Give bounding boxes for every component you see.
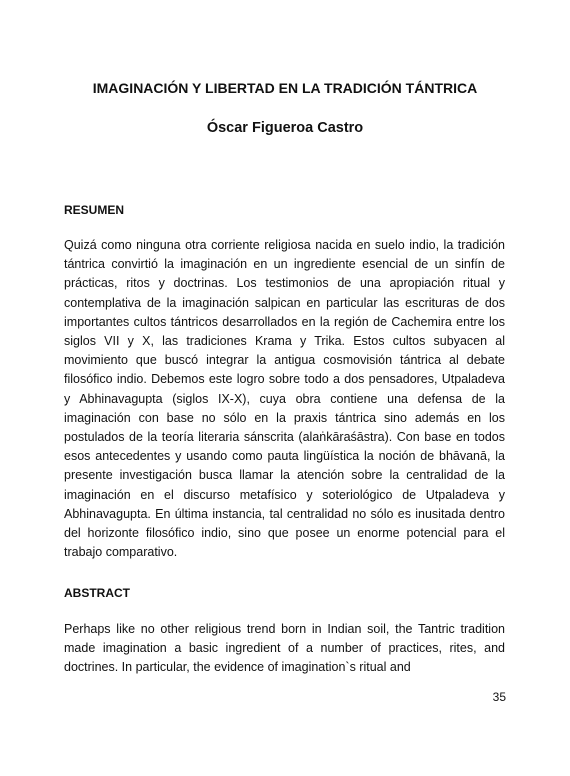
resumen-paragraph: Quizá como ninguna otra corriente religiosa nacida en suelo indio, la tradición tántrica convirtió la imaginación en un ingrediente esencial de un sinfín de prácticas, ritos y doctrinas. Los testimonios de una apropiación ritual y contemplativa de la imaginación salpican en particular las escrituras de dos importantes cultos tántricos desarrollados en la región de Cachemira entre los siglos VII y X, las tradiciones Krama y Trika. Estos cultos subyacen al movimiento que buscó integrar la antigua cosmovisión tántrica al debate filosófico indio. Debemos este logro sobre todo a dos pensadores, Utpaladeva y Abhinavagupta (siglos IX-X), cuya obra contiene una defensa de la imaginación con base no sólo en la praxis tántrica sino además en los postulados de la teoría literaria sánscrita (alaṅkāraśāstra). Con base en todos esos antecedentes y usando como pauta lingüística la noción de bhāvanā, la presente investigación busca llamar la atención sobre la centralidad de la imaginación en el discurso metafísico y soteriológico de Utpaladeva y Abhinavagupta. En última instancia, tal centralidad no sólo es inusitada dentro del horizonte filosófico indio, sino que posee un enorme potencial para el trabajo comparativo. bbox=[64, 238, 505, 560]
article-title: IMAGINACIÓN Y LIBERTAD EN LA TRADICIÓN TÁNTRICA bbox=[92, 80, 478, 96]
abstract-paragraph: Perhaps like no other religious trend born in Indian soil, the Tantric tradition made imagination a basic ingredient of a number of practices, rites, and doctrines. In particular, the evidence of imagination`s ritual and bbox=[64, 622, 505, 675]
abstract-heading: ABSTRACT bbox=[64, 586, 130, 600]
page-number: 35 bbox=[492, 690, 506, 704]
resumen-heading: RESUMEN bbox=[64, 203, 125, 217]
article-author: Óscar Figueroa Castro bbox=[206, 120, 364, 136]
